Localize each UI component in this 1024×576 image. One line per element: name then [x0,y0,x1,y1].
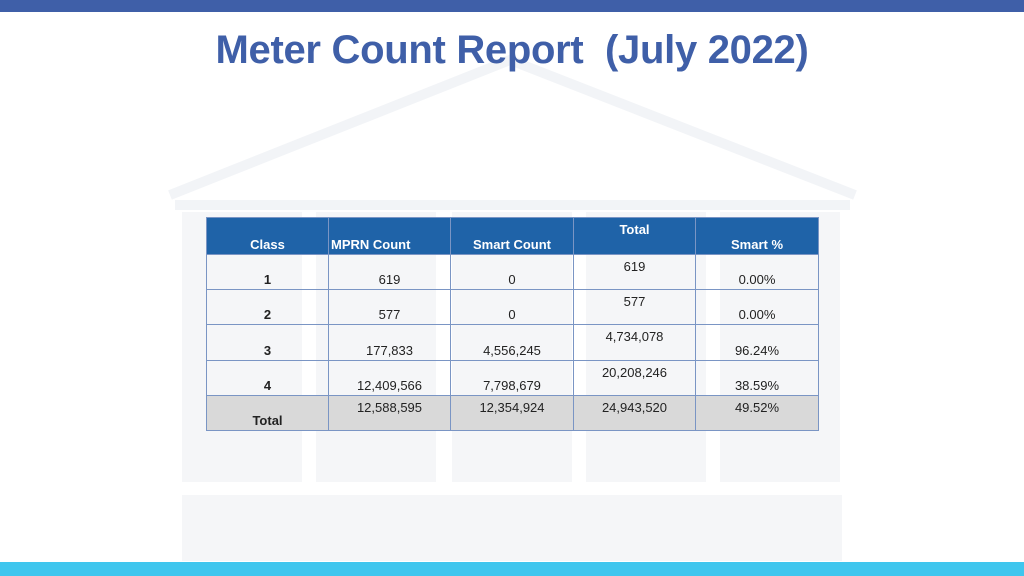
table-row [207,290,819,325]
row-smart-pct: 96.24% [734,342,780,358]
row-class: 3 [263,342,272,358]
total-smart: 12,354,924 [479,399,545,415]
table-row [207,255,819,290]
row-class: 4 [263,377,272,393]
total-smart-pct: 49.52% [734,399,780,415]
meter-count-table [206,217,819,431]
row-smart: 0 [508,307,516,323]
bottom-accent-bar [0,562,1024,576]
page-title: Meter Count Report (July 2022) [215,28,809,72]
row-smart: 0 [508,272,516,288]
row-mprn: 12,409,566 [356,377,423,393]
table-total-row [207,395,819,430]
row-smart-pct: 0.00% [738,272,776,288]
row-class: 2 [263,307,272,323]
row-smart-pct: 0.00% [738,307,776,323]
total-mprn: 12,588,595 [356,399,423,415]
row-mprn: 177,833 [366,342,413,358]
header-class: Class [207,218,329,255]
row-total: 20,208,246 [601,364,668,380]
row-total: 577 [623,294,646,310]
row-smart: 4,556,245 [483,342,541,358]
row-total: 4,734,078 [605,329,664,345]
table-row [207,325,819,360]
total-label: Total [252,413,283,428]
row-mprn: 619 [378,272,401,288]
row-smart-pct: 38.59% [734,377,780,393]
header-smart-pct: Smart % [696,218,819,255]
header-smart-count: Smart Count [451,218,574,255]
row-total: 619 [623,259,646,274]
row-mprn: 577 [378,307,401,323]
table-row [207,360,819,395]
table-header-row [207,218,819,255]
header-mprn-count: MPRN Count [329,218,451,255]
header-total: Total [574,218,696,255]
total-total: 24,943,520 [601,399,668,415]
row-class: 1 [263,272,272,288]
row-smart: 7,798,679 [483,377,541,393]
